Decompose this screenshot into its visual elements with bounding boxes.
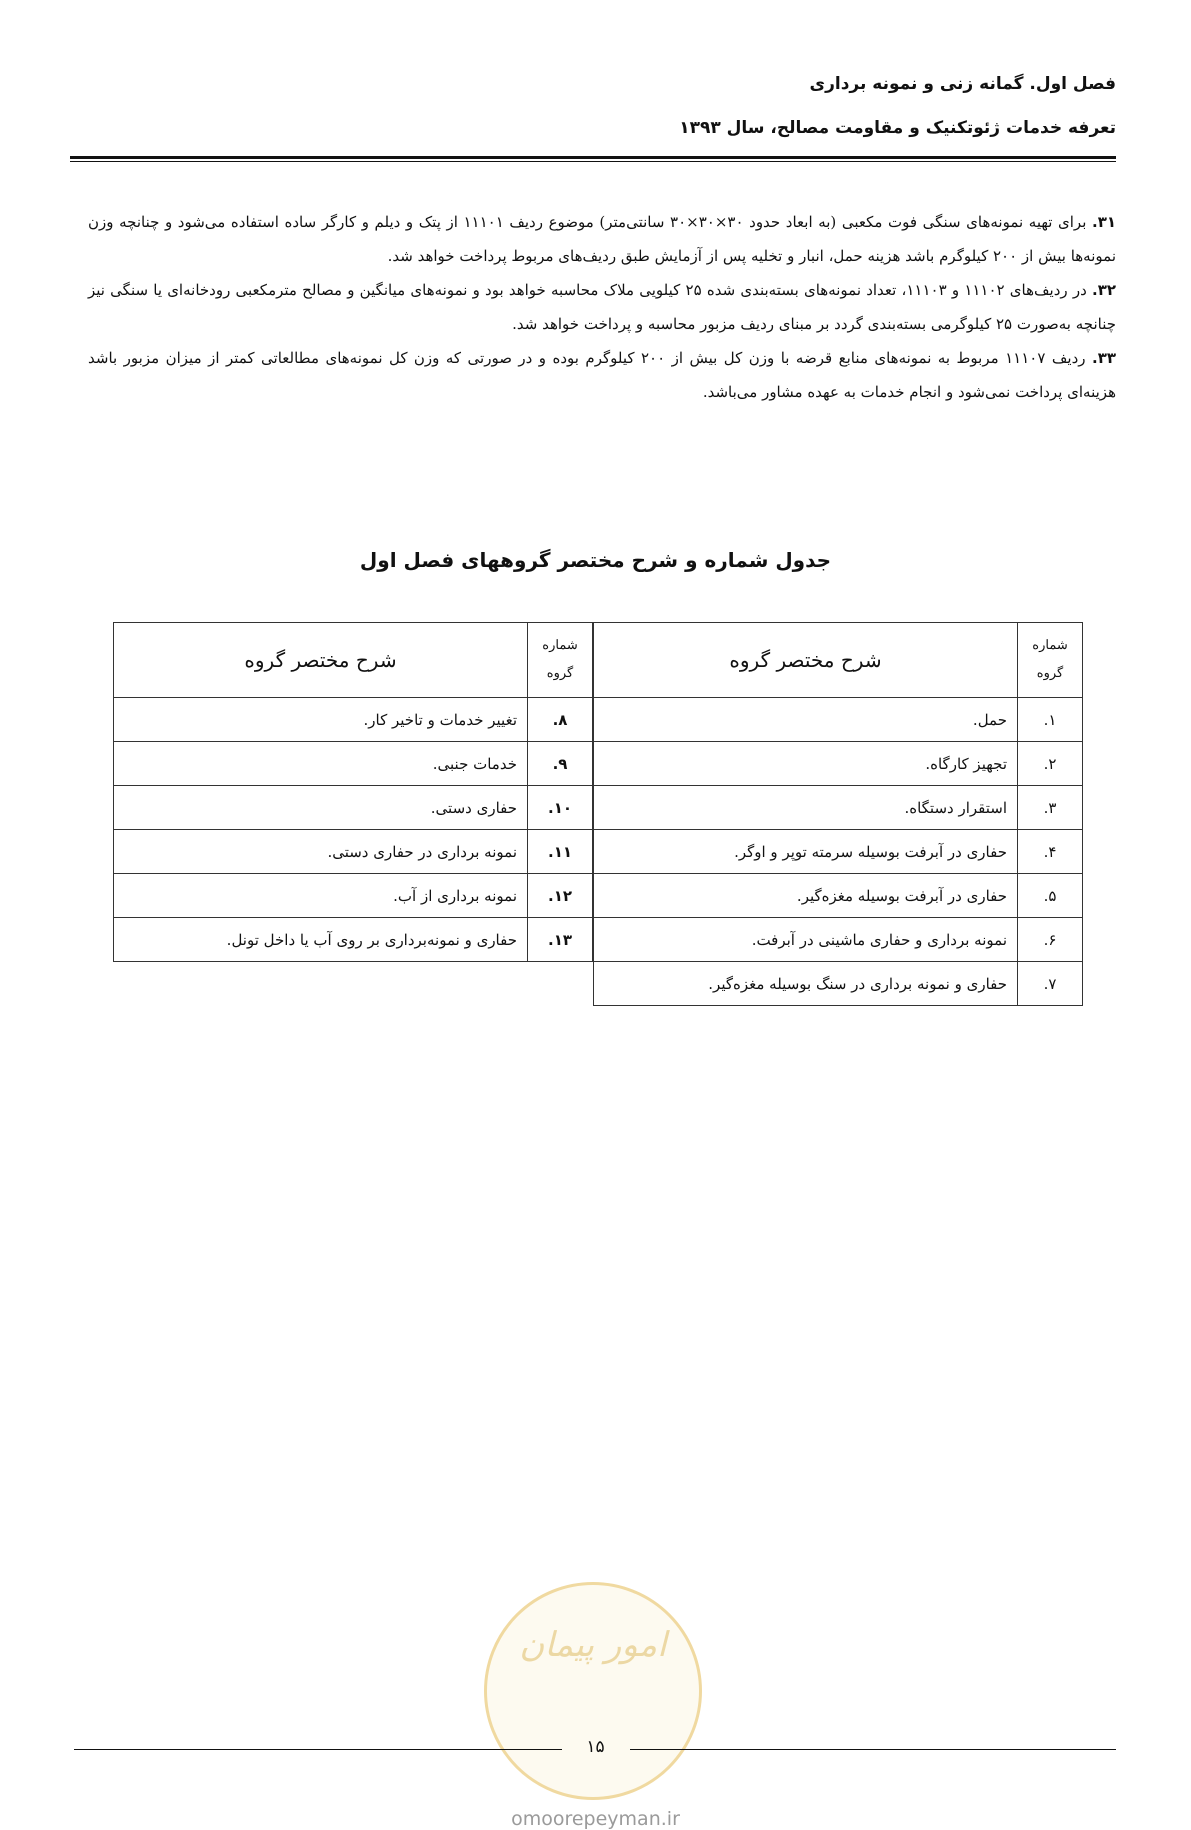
group-desc: تغییر خدمات و تاخیر کار.	[114, 698, 528, 742]
group-desc: حفاری در آبرفت بوسیله مغزه‌گیر.	[594, 874, 1018, 918]
group-desc: حمل.	[594, 698, 1018, 742]
page-number: ۱۵	[586, 1737, 605, 1757]
group-desc: استقرار دستگاه.	[594, 786, 1018, 830]
note-text: در ردیف‌های ۱۱۱۰۲ و ۱۱۱۰۳، تعداد نمونه‌های بسته‌بندی شده ۲۵ کیلویی ملاک محاسبه خواهد بود و نمونه‌های میانگین و مصالح مترمکعبی رودخانه‌ای یا سنگی نیز چنانچه به‌صورت ۲۵ کیلوگرمی بسته‌بندی گردد بر مبنای ردیف مزبور محاسبه و پرداخت خواهد شد.	[88, 281, 1116, 333]
group-number: ۷.	[1018, 962, 1083, 1006]
group-desc: خدمات جنبی.	[114, 742, 528, 786]
table-row	[114, 830, 593, 874]
group-number: ۶.	[1018, 918, 1083, 962]
table-row	[594, 742, 1083, 786]
table-row	[594, 786, 1083, 830]
group-desc: نمونه برداری در حفاری دستی.	[114, 830, 528, 874]
group-desc: حفاری و نمونه برداری در سنگ بوسیله مغزه‌گیر.	[594, 962, 1018, 1006]
group-desc: حفاری در آبرفت بوسیله سرمته توپر و اوگر.	[594, 830, 1018, 874]
group-desc: نمونه برداری از آب.	[114, 874, 528, 918]
table-row	[114, 874, 593, 918]
table-row	[114, 918, 593, 962]
note-number: ۳۲.	[1091, 281, 1116, 299]
table-row	[594, 830, 1083, 874]
group-number: ۱۳.	[528, 918, 593, 962]
group-number: ۱.	[1018, 698, 1083, 742]
table-caption: جدول شماره و شرح مختصر گروههای فصل اول	[359, 548, 832, 572]
header-rule-thick	[70, 156, 1116, 159]
col-number-header: شماره گروه	[1018, 623, 1083, 698]
notes-section	[88, 205, 1116, 409]
groups-table-left	[113, 622, 593, 962]
page-header	[679, 62, 1116, 150]
table-row	[594, 918, 1083, 962]
group-desc: تجهیز کارگاه.	[594, 742, 1018, 786]
note-text: برای تهیه نمونه‌های سنگی فوت مکعبی (به ابعاد حدود ۳۰×۳۰×۳۰ سانتی‌متر) موضوع ردیف ۱۱۱۰۱ از پتک و دیلم و کارگر ساده استفاده می‌شود و چنانچه وزن نمونه‌ها بیش از ۲۰۰ کیلوگرم باشد هزینه حمل، انبار و تخلیه پس از آزمایش طبق ردیف‌های مربوط پرداخت خواهد شد.	[88, 213, 1116, 265]
group-number: ۲.	[1018, 742, 1083, 786]
note-text: ردیف ۱۱۱۰۷ مربوط به نمونه‌های منابع قرضه با وزن کل بیش از ۲۰۰ کیلوگرم بوده و در صورتی که وزن کل نمونه‌های مطالعاتی کمتر از میزان مزبور باشد هزینه‌ای پرداخت نمی‌شود و انجام خدمات به عهده مشاور می‌باشد.	[88, 349, 1116, 401]
table-row	[114, 786, 593, 830]
watermark-logo-text: امور پیمان	[519, 1625, 667, 1665]
watermark-seal-icon	[484, 1582, 702, 1800]
group-number: ۱۲.	[528, 874, 593, 918]
col-desc-header: شرح مختصر گروه	[114, 623, 528, 698]
table-row	[114, 742, 593, 786]
table-row	[114, 698, 593, 742]
group-number: ۸.	[528, 698, 593, 742]
col-number-header: شماره گروه	[528, 623, 593, 698]
chapter-title: فصل اول. گمانه زنی و نمونه برداری	[809, 74, 1116, 94]
table-header-row	[114, 623, 593, 698]
note-33	[88, 341, 1116, 409]
group-number: ۳.	[1018, 786, 1083, 830]
group-number: ۴.	[1018, 830, 1083, 874]
note-number: ۳۳.	[1091, 349, 1116, 367]
group-desc: نمونه برداری و حفاری ماشینی در آبرفت.	[594, 918, 1018, 962]
note-32	[88, 273, 1116, 341]
table-row	[594, 698, 1083, 742]
table-header-row	[594, 623, 1083, 698]
group-desc: حفاری و نمونه‌برداری بر روی آب یا داخل تونل.	[114, 918, 528, 962]
group-number: ۵.	[1018, 874, 1083, 918]
col-desc-header: شرح مختصر گروه	[594, 623, 1018, 698]
group-number: ۱۰.	[528, 786, 593, 830]
group-number: ۱۱.	[528, 830, 593, 874]
group-desc: حفاری دستی.	[114, 786, 528, 830]
table-row	[594, 874, 1083, 918]
note-number: ۳۱.	[1091, 213, 1116, 231]
header-rule-thin	[70, 161, 1116, 162]
table-row	[594, 962, 1083, 1006]
group-number: ۹.	[528, 742, 593, 786]
document-title: تعرفه خدمات ژئوتکنیک و مقاومت مصالح، سال ۱۳۹۳	[679, 118, 1116, 138]
groups-table-right	[593, 622, 1083, 1006]
watermark-website: omoorepeyman.ir	[511, 1808, 680, 1830]
note-31	[88, 205, 1116, 273]
